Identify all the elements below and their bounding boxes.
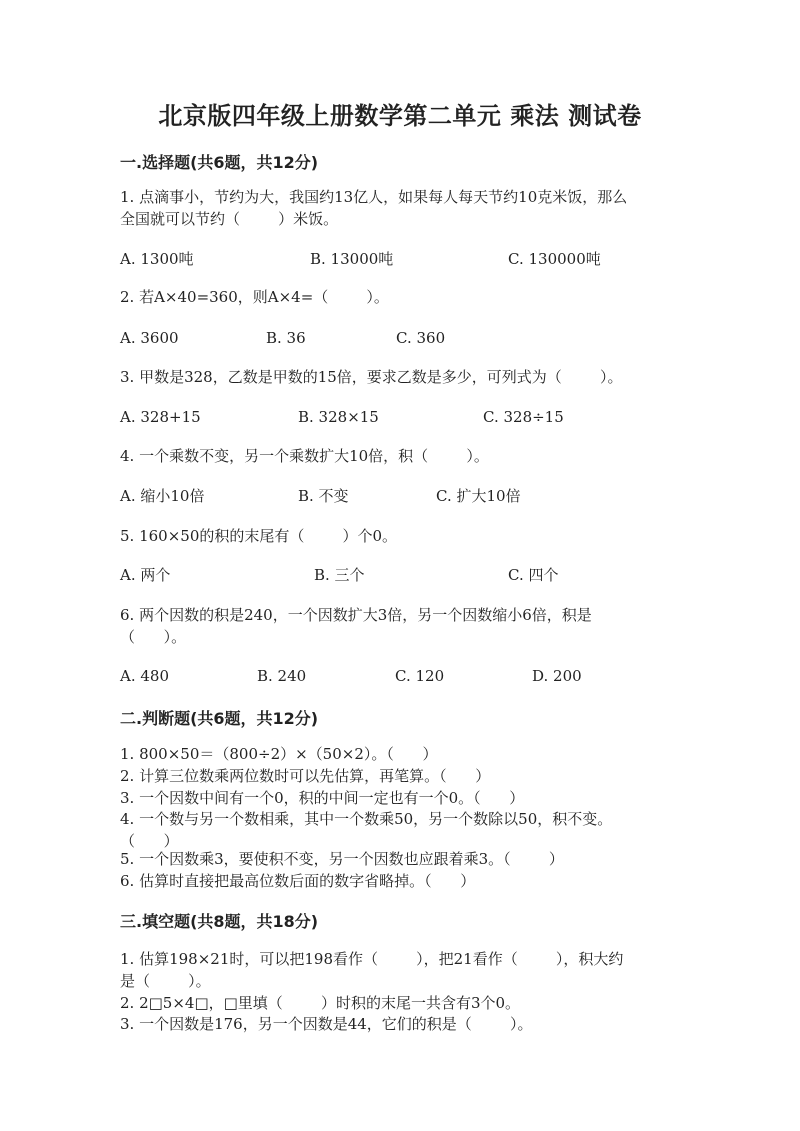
question-1-option-b: B. 13000吨 — [310, 250, 394, 268]
question-4-option-b: B. 不变 — [298, 487, 349, 505]
question-3-option-c: C. 328÷15 — [483, 408, 564, 426]
judgement-item-1: 1. 800×50＝（800÷2）×（50×2）。（ ） — [120, 745, 438, 763]
fill-blank-item-1: 1. 估算198×21时，可以把198看作（ ），把21看作（ ），积大约 是（ ）。 — [120, 950, 624, 990]
question-4-option-c: C. 扩大10倍 — [436, 487, 521, 505]
question-2-option-a: A. 3600 — [120, 329, 179, 347]
judgement-item-2: 2. 计算三位数乘两位数时可以先估算，再笔算。（ ） — [120, 767, 491, 785]
question-4-option-a: A. 缩小10倍 — [120, 487, 205, 505]
fill-blank-item-2: 2. 2□5×4□，□里填（ ）时积的末尾一共含有3个0。 — [120, 994, 521, 1012]
fill-blank-item-3: 3. 一个因数是176，另一个因数是44，它们的积是（ ）。 — [120, 1015, 533, 1033]
question-6-stem: 6. 两个因数的积是240，一个因数扩大3倍，另一个因数缩小6倍，积是 （ ）。 — [120, 606, 592, 646]
question-5-option-a: A. 两个 — [120, 566, 171, 584]
question-5-stem: 5. 160×50的积的末尾有（ ）个0。 — [120, 527, 398, 545]
question-1-option-a: A. 1300吨 — [120, 250, 194, 268]
question-1-option-c: C. 130000吨 — [508, 250, 601, 268]
question-4-stem: 4. 一个乘数不变，另一个乘数扩大10倍，积（ ）。 — [120, 447, 489, 465]
question-6-option-c: C. 120 — [395, 667, 445, 685]
question-1-stem: 1. 点滴事小，节约为大，我国约13亿人，如果每人每天节约10克米饭，那么 全国就可以节约（ ）米饭。 — [120, 188, 628, 228]
question-2-stem: 2. 若A×40=360，则A×4=（ ）。 — [120, 288, 389, 306]
question-6-option-b: B. 240 — [257, 667, 307, 685]
question-2-option-b: B. 36 — [266, 329, 306, 347]
question-3-option-a: A. 328+15 — [120, 408, 201, 426]
judgement-item-6: 6. 估算时直接把最高位数后面的数字省略掉。（ ） — [120, 872, 476, 890]
question-2-option-c: C. 360 — [396, 329, 446, 347]
question-6-option-a: A. 480 — [120, 667, 169, 685]
question-5-option-c: C. 四个 — [508, 566, 559, 584]
judgement-item-4: 4. 一个数与另一个数相乘，其中一个数乘50，另一个数除以50，积不变。 （ ） — [120, 810, 613, 850]
section-heading-judgement: 二.判断题(共6题，共12分) — [120, 709, 319, 728]
question-3-option-b: B. 328×15 — [298, 408, 379, 426]
page-title: 北京版四年级上册数学第二单元 乘法 测试卷 — [158, 102, 642, 130]
question-3-stem: 3. 甲数是328，乙数是甲数的15倍，要求乙数是多少，可列式为（ ）。 — [120, 368, 623, 386]
question-5-option-b: B. 三个 — [314, 566, 365, 584]
judgement-item-3: 3. 一个因数中间有一个0，积的中间一定也有一个0。（ ） — [120, 789, 525, 807]
judgement-item-5: 5. 一个因数乘3，要使积不变，另一个因数也应跟着乘3。（ ） — [120, 850, 564, 868]
section-heading-fill-blank: 三.填空题(共8题，共18分) — [120, 912, 319, 931]
question-6-option-d: D. 200 — [532, 667, 582, 685]
section-heading-choice: 一.选择题(共6题，共12分) — [120, 153, 319, 172]
